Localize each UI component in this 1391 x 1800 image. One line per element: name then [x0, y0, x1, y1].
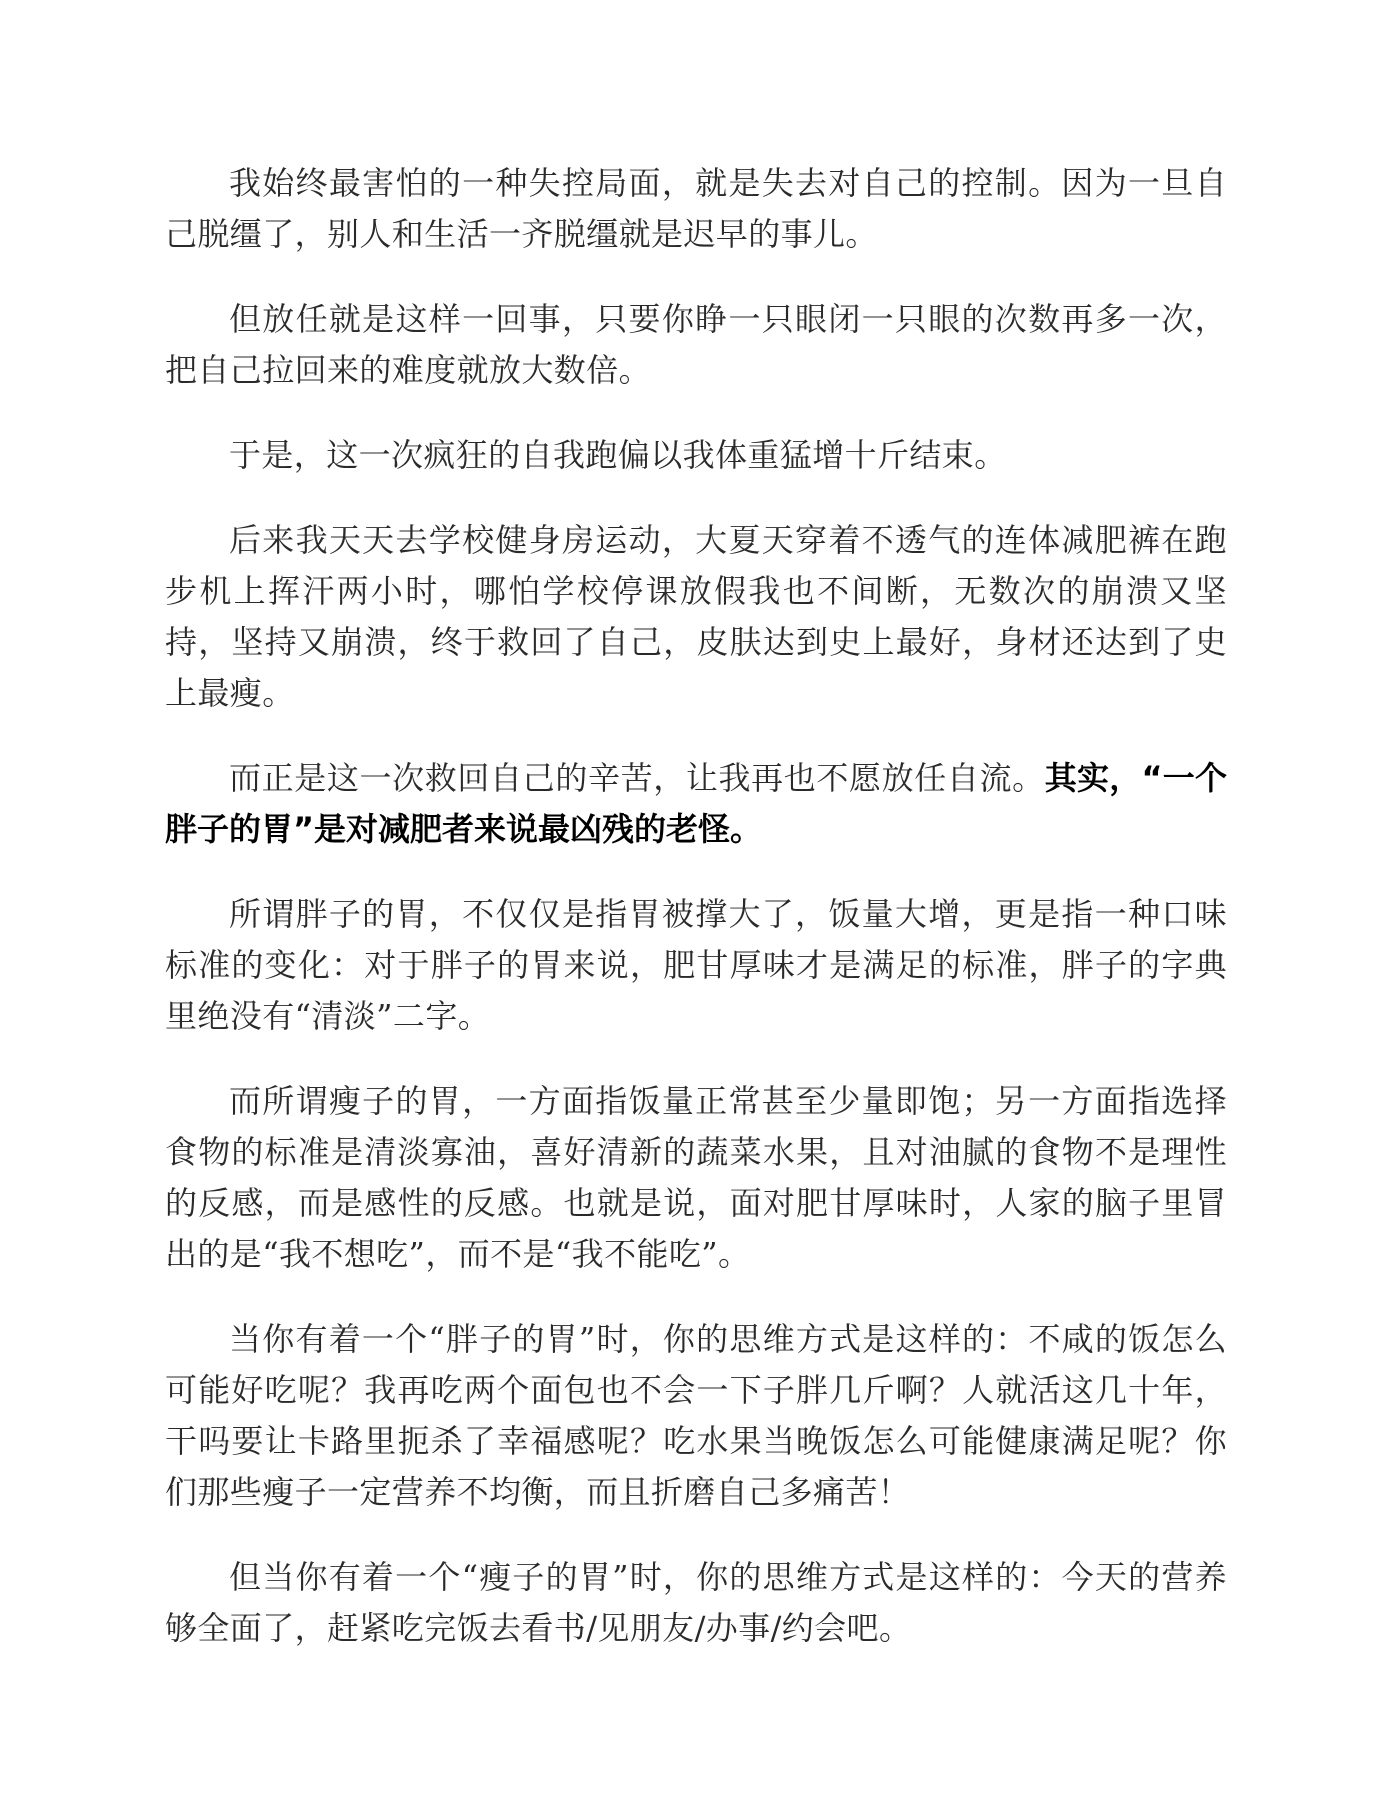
paragraph: 但当你有着一个“瘦子的胃”时，你的思维方式是这样的：今天的营养够全面了，赶紧吃完饭去看书/见朋友/办事/约会吧。 [165, 1558, 1227, 1647]
document-body [165, 158, 1227, 1654]
paragraph: 但放任就是这样一回事，只要你睁一只眼闭一只眼的次数再多一次，把自己拉回来的难度就放大数倍。 [165, 300, 1227, 389]
paragraph: 当你有着一个“胖子的胃”时，你的思维方式是这样的：不咸的饭怎么可能好吃呢？我再吃两个面包也不会一下子胖几斤啊？人就活这几十年，干吗要让卡路里扼杀了幸福感呢？吃水果当晚饭怎么可能健康满足呢？你们那些瘦子一定营养不均衡，而且折磨自己多痛苦！ [165, 1320, 1227, 1511]
bold-emphasis-text: 其实，“一个胖子的胃”是对减肥者来说最凶残的老怪。 [165, 759, 1227, 848]
paragraph: 后来我天天去学校健身房运动，大夏天穿着不透气的连体减肥裤在跑步机上挥汗两小时，哪怕学校停课放假我也不间断，无数次的崩溃又坚持，坚持又崩溃，终于救回了自己，皮肤达到史上最好，身材还达到了史上最瘦。 [165, 521, 1227, 712]
paragraph: 所谓胖子的胃，不仅仅是指胃被撑大了，饭量大增，更是指一种口味标准的变化：对于胖子的胃来说，肥甘厚味才是满足的标准，胖子的字典里绝没有“清淡”二字。 [165, 895, 1227, 1035]
paragraph: 而所谓瘦子的胃，一方面指饭量正常甚至少量即饱；另一方面指选择食物的标准是清淡寡油，喜好清新的蔬菜水果，且对油腻的食物不是理性的反感，而是感性的反感。也就是说，面对肥甘厚味时，人家的脑子里冒出的是“我不想吃”，而不是“我不能吃”。 [165, 1082, 1227, 1273]
paragraph-text: 而正是这一次救回自己的辛苦，让我再也不愿放任自流。 [229, 759, 1045, 797]
paragraph-with-emphasis [165, 753, 1227, 855]
paragraph: 我始终最害怕的一种失控局面，就是失去对自己的控制。因为一旦自己脱缰了，别人和生活一齐脱缰就是迟早的事儿。 [165, 164, 1227, 253]
paragraph: 于是，这一次疯狂的自我跑偏以我体重猛增十斤结束。 [229, 436, 1007, 474]
